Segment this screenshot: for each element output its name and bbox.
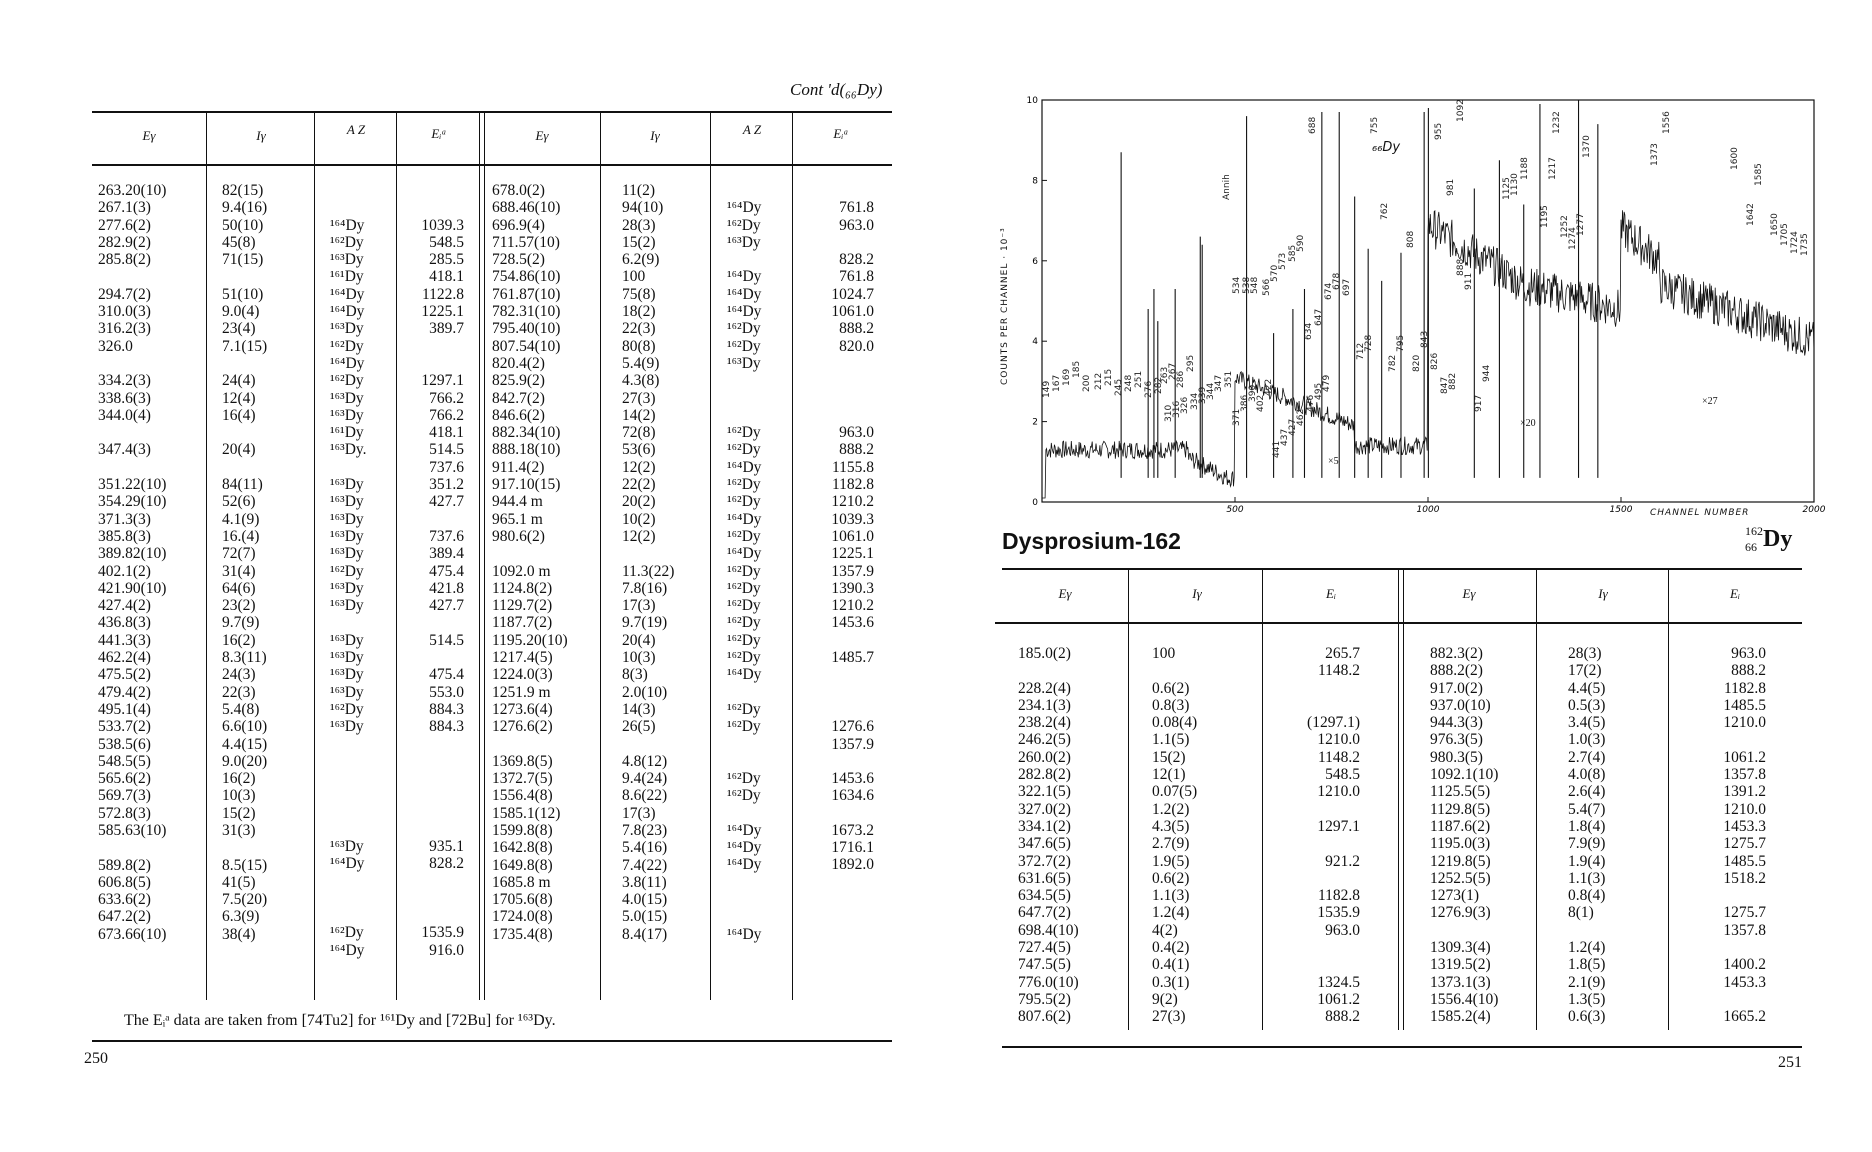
left-col1-az: ¹⁶⁴Dy ¹⁶²Dy ¹⁶³Dy ¹⁶¹Dy ¹⁶⁴Dy ¹⁶⁴Dy ¹⁶³Dy ¹⁶²Dy ¹⁶⁴Dy ¹⁶²Dy ¹⁶³Dy ¹⁶³Dy ¹⁶¹Dy ¹⁶³Dy. ¹⁶³Dy ¹⁶³Dy ¹⁶³Dy ¹⁶³Dy ¹⁶³Dy ¹⁶²Dy ¹⁶³Dy ¹⁶³Dy ¹⁶³Dy ¹⁶³Dy ¹⁶³Dy ¹⁶³Dy ¹⁶²Dy ¹⁶³Dy	[330, 216, 367, 736]
x-tick-label: 500	[1226, 505, 1244, 515]
peak-label: 955	[1434, 122, 1444, 140]
peak-label: 634	[1304, 322, 1314, 340]
nuclide-z: 66	[1745, 540, 1757, 554]
page-number: 250	[84, 1050, 108, 1067]
peak-label: 1642	[1746, 203, 1756, 226]
peak-label: 882	[1448, 372, 1458, 390]
peak-label: 1735	[1800, 233, 1810, 256]
peak-label: 1125	[1502, 177, 1512, 200]
x-tick-label: 1500	[1609, 505, 1633, 515]
left-header-az2: A Z	[742, 122, 762, 137]
peak-label: 688	[1308, 116, 1318, 134]
peak-label: 495	[1314, 382, 1324, 400]
peak-label: 782	[1388, 354, 1398, 372]
peak-label: 212	[1094, 372, 1104, 390]
scale-label: ×5	[1328, 456, 1339, 467]
nuclide-element: Dy	[1763, 526, 1793, 552]
left-col1-intensity: 82(15) 9.4(16) 50(10) 45(8) 71(15) 51(10) 9.0(4) 23(4) 7.1(15) 24(4) 12(4) 16(4) 20(4) 84(11) 52(6) 4.1(9) 16.(4) 72(7) 31(4) 64(6) 23(2) 9.7(9) 16(2) 8.3(11) 24(3) 22(3) 5.4(8) 6.6(10) 4.4(15) 9.0(20) 16(2) 10(3) 15(2) 31(3) 8.5(15) 41(5) 7.5(20) 6.3(9) 38(4)	[222, 182, 268, 943]
y-tick-label: 4	[1032, 337, 1038, 348]
continuation-header: Cont 'd(₆₆Dy)	[790, 80, 883, 99]
peak-label: 263	[1160, 366, 1170, 384]
peak-label: 286	[1176, 370, 1186, 388]
peak-label: 1705	[1780, 223, 1790, 246]
peak-label: 843	[1420, 330, 1430, 348]
gamma-spectrum-plot	[1000, 90, 1830, 530]
peak-label: 570	[1270, 264, 1280, 282]
left-table-header-rule	[92, 164, 892, 166]
x-tick-label: 1000	[1416, 505, 1440, 515]
peak-label: 422	[1264, 378, 1274, 396]
peak-label: 1600	[1730, 147, 1740, 170]
left-table-bottom-rule	[92, 1040, 892, 1042]
peak-label: 251	[1134, 370, 1144, 388]
peak-label: 215	[1104, 368, 1114, 386]
peak-label: 1585	[1754, 163, 1764, 186]
peak-label: 647	[1314, 308, 1324, 326]
x-tick-label: 2000	[1802, 505, 1826, 515]
peak-label: 437	[1280, 428, 1290, 446]
right-header-eg2: Eγ	[1462, 586, 1476, 601]
y-tick-label: 8	[1032, 176, 1038, 187]
left-col1-az-lower: ¹⁶³Dy ¹⁶⁴Dy ¹⁶²Dy ¹⁶⁴Dy	[330, 838, 365, 959]
peak-label: 371	[1232, 408, 1242, 426]
left-col2-az-lower: ¹⁶²Dy ¹⁶²Dy ¹⁶⁴Dy ¹⁶⁴Dy ¹⁶⁴Dy ¹⁶⁴Dy	[727, 770, 762, 943]
peak-label: 295	[1186, 354, 1196, 372]
peak-label: 1274	[1568, 227, 1578, 250]
right-col1-energy: 185.0(2) 228.2(4) 234.1(3) 238.2(4) 246.2(5) 260.0(2) 282.8(2) 322.1(5) 327.0(2) 334.1(2) 347.6(5) 372.7(2) 631.6(5) 634.5(5) 647.7(2) 698.4(10) 727.4(5) 747.5(5) 776.0(10) 795.5(2) 807.6(2)	[1018, 645, 1079, 1026]
peak-label: 390	[1248, 384, 1258, 402]
peak-label: 712	[1356, 342, 1366, 360]
peak-label: 795	[1396, 334, 1406, 352]
peak-label: 808	[1406, 230, 1416, 248]
left-vrule	[600, 112, 601, 1000]
peak-label: 479	[1322, 374, 1332, 392]
peak-label: 1556	[1662, 111, 1672, 134]
left-header-eg2: Eγ	[535, 128, 549, 143]
right-col2-ei: 963.0 888.2 1182.8 1485.5 1210.0 1061.2 1357.8 1391.2 1210.0 1453.3 1275.7 1485.5 1518.2 1275.7 1357.8 1400.2 1453.3 1665.2	[1723, 645, 1766, 1026]
peak-label: 245	[1114, 378, 1124, 396]
left-col2-az: ¹⁶⁴Dy ¹⁶²Dy ¹⁶³Dy ¹⁶⁴Dy ¹⁶⁴Dy ¹⁶⁴Dy ¹⁶²Dy ¹⁶²Dy ¹⁶³Dy ¹⁶²Dy ¹⁶²Dy ¹⁶⁴Dy ¹⁶²Dy ¹⁶²Dy ¹⁶⁴Dy ¹⁶²Dy ¹⁶⁴Dy ¹⁶²Dy ¹⁶²Dy ¹⁶²Dy ¹⁶²Dy ¹⁶²Dy ¹⁶²Dy ¹⁶⁴Dy ¹⁶²Dy ¹⁶²Dy	[727, 199, 762, 736]
right-col1-ei: 265.7 1148.2 (1297.1) 1210.0 1148.2 548.5 1210.0 1297.1 921.2 1182.8 1535.9 963.0 1324.5 1061.2 888.2	[1307, 645, 1360, 1026]
left-col2-energy: 678.0(2) 688.46(10) 696.9(4) 711.57(10) 728.5(2) 754.86(10) 761.87(10) 782.31(10) 795.40(10) 807.54(10) 820.4(2) 825.9(2) 842.7(2) 846.6(2) 882.34(10) 888.18(10) 911.4(2) 917.10(15) 944.4 m 965.1 m 980.6(2) 1092.0 m 1124.8(2) 1129.7(2) 1187.7(2) 1195.20(10) 1217.4(5) 1224.0(3) 1251.9 m 1273.6(4) 1276.6(2) 1369.8(5) 1372.7(5) 1556.4(8) 1585.1(12) 1599.8(8) 1642.8(8) 1649.8(8) 1685.8 m 1705.6(8) 1724.0(8) 1735.4(8)	[492, 182, 568, 943]
peak-label: 267	[1168, 362, 1178, 380]
left-vrule-double	[479, 112, 480, 1000]
peak-label: 566	[1262, 278, 1272, 296]
peak-label: 911	[1464, 272, 1474, 290]
y-tick-label: 6	[1032, 256, 1038, 267]
peak-label: 674	[1324, 282, 1334, 300]
peak-label: 334	[1190, 392, 1200, 410]
right-vrule-double	[1398, 570, 1399, 1030]
right-table-bottom-rule	[1002, 1046, 1802, 1048]
peak-label: 185	[1072, 360, 1082, 378]
peak-label: 347	[1214, 374, 1224, 392]
peak-label: 1232	[1552, 111, 1562, 134]
left-vrule	[314, 112, 315, 1000]
peak-label: 1650	[1770, 213, 1780, 236]
right-vrule	[1668, 570, 1669, 1030]
peak-label: 820	[1412, 354, 1422, 372]
left-col2-ei-lower: 1453.6 1634.6 1673.2 1716.1 1892.0	[831, 770, 874, 874]
right-vrule	[1536, 570, 1537, 1030]
left-col1-ei: 1039.3 548.5 285.5 418.1 1122.8 1225.1 389.7 1297.1 766.2 766.2 418.1 514.5 737.6 351.2 427.7 737.6 389.4 475.4 421.8 427.7 514.5 475.4 553.0 884.3 884.3	[421, 216, 464, 736]
peak-label: 169	[1062, 368, 1072, 386]
y-tick-label: 10	[1026, 96, 1038, 106]
left-vrule	[206, 112, 207, 1000]
peak-label: 149	[1042, 380, 1052, 398]
right-header-ig: Iγ	[1192, 586, 1202, 601]
peak-label: 1373	[1650, 143, 1660, 166]
peak-label: 697	[1342, 278, 1352, 296]
page-number: 251	[1778, 1054, 1802, 1071]
spectrum-x-label: CHANNEL NUMBER	[1650, 508, 1750, 518]
peak-label: 427	[1288, 418, 1298, 436]
left-vrule	[792, 112, 793, 1000]
left-header-ig2: Iγ	[650, 128, 660, 143]
left-col1-ei-lower: 935.1 828.2 1535.9 916.0	[421, 838, 464, 959]
peak-label: 534	[1232, 276, 1242, 294]
peak-label: 326	[1180, 396, 1190, 414]
peak-label: 276	[1144, 380, 1154, 398]
spectrum-isotope-label: ₆₆Dy	[1372, 140, 1401, 155]
right-col2-intensity: 28(3) 17(2) 4.4(5) 0.5(3) 3.4(5) 1.0(3) 2.7(4) 4.0(8) 2.6(4) 5.4(7) 1.8(4) 7.9(9) 1.9(4) 1.1(3) 0.8(4) 8(1) 1.2(4) 1.8(5) 2.1(9) 1.3(5) 0.6(3)	[1568, 645, 1606, 1026]
left-vrule	[710, 112, 711, 1000]
peak-label: 462	[1296, 408, 1306, 426]
peak-label: 847	[1440, 376, 1450, 394]
peak-label: 728	[1364, 334, 1374, 352]
peak-label: 402	[1256, 394, 1266, 412]
left-col1-energy: 263.20(10) 267.1(3) 277.6(2) 282.9(2) 285.8(2) 294.7(2) 310.0(3) 316.2(3) 326.0 334.2(3) 338.6(3) 344.0(4) 347.4(3) 351.22(10) 354.29(10) 371.3(3) 385.8(3) 389.82(10) 402.1(2) 421.90(10) 427.4(2) 436.8(3) 441.3(3) 462.2(4) 475.5(2) 479.4(2) 495.1(4) 533.7(2) 538.5(6) 548.5(5) 565.6(2) 569.7(3) 572.8(3) 585.63(10) 589.8(2) 606.8(5) 633.6(2) 647.2(2) 673.66(10)	[98, 182, 167, 943]
peak-label: 1252	[1560, 215, 1570, 238]
right-header-ei: Eᵢ	[1326, 586, 1336, 601]
scale-label: ×20	[1520, 418, 1536, 429]
peak-label: 1092	[1456, 99, 1466, 122]
scale-label: ×27	[1702, 396, 1718, 407]
peak-label: 1724	[1790, 231, 1800, 254]
peak-label: 755	[1370, 116, 1380, 134]
left-header-ig: Iγ	[256, 128, 266, 143]
y-tick-label: 0	[1032, 498, 1038, 508]
left-header-eg: Eγ	[142, 128, 156, 143]
right-header-eg: Eγ	[1058, 586, 1072, 601]
page-title: Dysprosium-162	[1002, 528, 1181, 554]
peak-label: 826	[1430, 352, 1440, 370]
peak-label: 167	[1052, 374, 1062, 392]
footnote: The Eᵢᵃ data are taken from [74Tu2] for ¹⁶¹Dy and [72Bu] for ¹⁶³Dy.	[124, 1012, 556, 1029]
peak-label: 339	[1198, 386, 1208, 404]
left-header-ei: Eᵢᵃ	[431, 126, 447, 141]
peak-label: 538	[1242, 276, 1252, 294]
peak-label: 351	[1224, 370, 1234, 388]
spectrum-y-label: COUNTS PER CHANNEL · 10⁻³	[1000, 227, 1010, 385]
right-header-ei2: Eᵢ	[1730, 586, 1740, 601]
right-col2-energy: 882.3(2) 888.2(2) 917.0(2) 937.0(10) 944.3(3) 976.3(5) 980.3(5) 1092.1(10) 1125.5(5) 1129.8(5) 1187.6(2) 1195.0(3) 1219.8(5) 1252.5(5) 1273(1) 1276.9(3) 1309.3(4) 1319.5(2) 1373.1(3) 1556.4(10) 1585.2(4)	[1430, 645, 1499, 1026]
peak-label: 585	[1288, 244, 1298, 262]
left-vrule	[396, 112, 397, 1000]
peak-label: 1217	[1548, 157, 1558, 180]
peak-label: 282	[1154, 376, 1164, 394]
peak-label: 316	[1172, 400, 1182, 418]
right-vrule	[1128, 570, 1129, 1030]
peak-label: 917	[1474, 394, 1484, 412]
peak-label: 344	[1206, 382, 1216, 400]
nuclide-mass: 162	[1745, 524, 1763, 538]
peak-label: 441	[1272, 440, 1282, 458]
peak-label: 200	[1082, 374, 1092, 392]
peak-label: Annih	[1222, 174, 1232, 200]
left-header-ei2: Eᵢᵃ	[833, 126, 849, 141]
peak-label: 248	[1124, 374, 1134, 392]
right-col1-intensity: 100 0.6(2) 0.8(3) 0.08(4) 1.1(5) 15(2) 12(1) 0.07(5) 1.2(2) 4.3(5) 2.7(9) 1.9(5) 0.6(2) 1.1(3) 1.2(4) 4(2) 0.4(2) 0.4(1) 0.3(1) 9(2) 27(3)	[1152, 645, 1198, 1026]
right-vrule-double	[1403, 570, 1404, 1030]
peak-label: 981	[1446, 178, 1456, 196]
left-header-az: A Z	[346, 122, 366, 137]
peak-label: 548	[1250, 276, 1260, 294]
peak-label: 573	[1278, 252, 1288, 270]
peak-label: 1188	[1520, 157, 1530, 180]
y-tick-label: 2	[1032, 417, 1038, 428]
left-table-top-rule	[92, 111, 892, 113]
peak-label: 1195	[1540, 205, 1550, 228]
left-col2-ei: 761.8 963.0 828.2 761.8 1024.7 1061.0 888.2 820.0 963.0 888.2 1155.8 1182.8 1210.2 1039.3 1061.0 1225.1 1357.9 1390.3 1210.2 1453.6 1485.7 1276.6 1357.9	[831, 199, 874, 753]
peak-label: 1370	[1582, 135, 1592, 158]
peak-label: 678	[1332, 272, 1342, 290]
peak-label: 1130	[1510, 173, 1520, 196]
left-col2-intensity: 11(2) 94(10) 28(3) 15(2) 6.2(9) 100 75(8) 18(2) 22(3) 80(8) 5.4(9) 4.3(8) 27(3) 14(2) 72(8) 53(6) 12(2) 22(2) 20(2) 10(2) 12(2) 11.3(22) 7.8(16) 17(3) 9.7(19) 20(4) 10(3) 8(3) 2.0(10) 14(3) 26(5) 4.8(12) 9.4(24) 8.6(22) 17(3) 7.8(23) 5.4(16) 7.4(22) 3.8(11) 4.0(15) 5.0(15) 8.4(17)	[622, 182, 675, 943]
right-table-top-rule	[1002, 568, 1802, 570]
left-vrule-double	[484, 112, 485, 1000]
peak-label: 944	[1482, 364, 1492, 382]
peak-label: 888	[1456, 258, 1466, 276]
peak-label: 590	[1296, 234, 1306, 252]
peak-label: 762	[1380, 202, 1390, 220]
peak-label: 310	[1164, 404, 1174, 422]
peak-label: 1277	[1576, 213, 1586, 236]
peak-label: 476	[1306, 394, 1316, 412]
peak-label: 386	[1240, 394, 1250, 412]
right-header-ig2: Iγ	[1598, 586, 1608, 601]
right-vrule	[1262, 570, 1263, 1030]
